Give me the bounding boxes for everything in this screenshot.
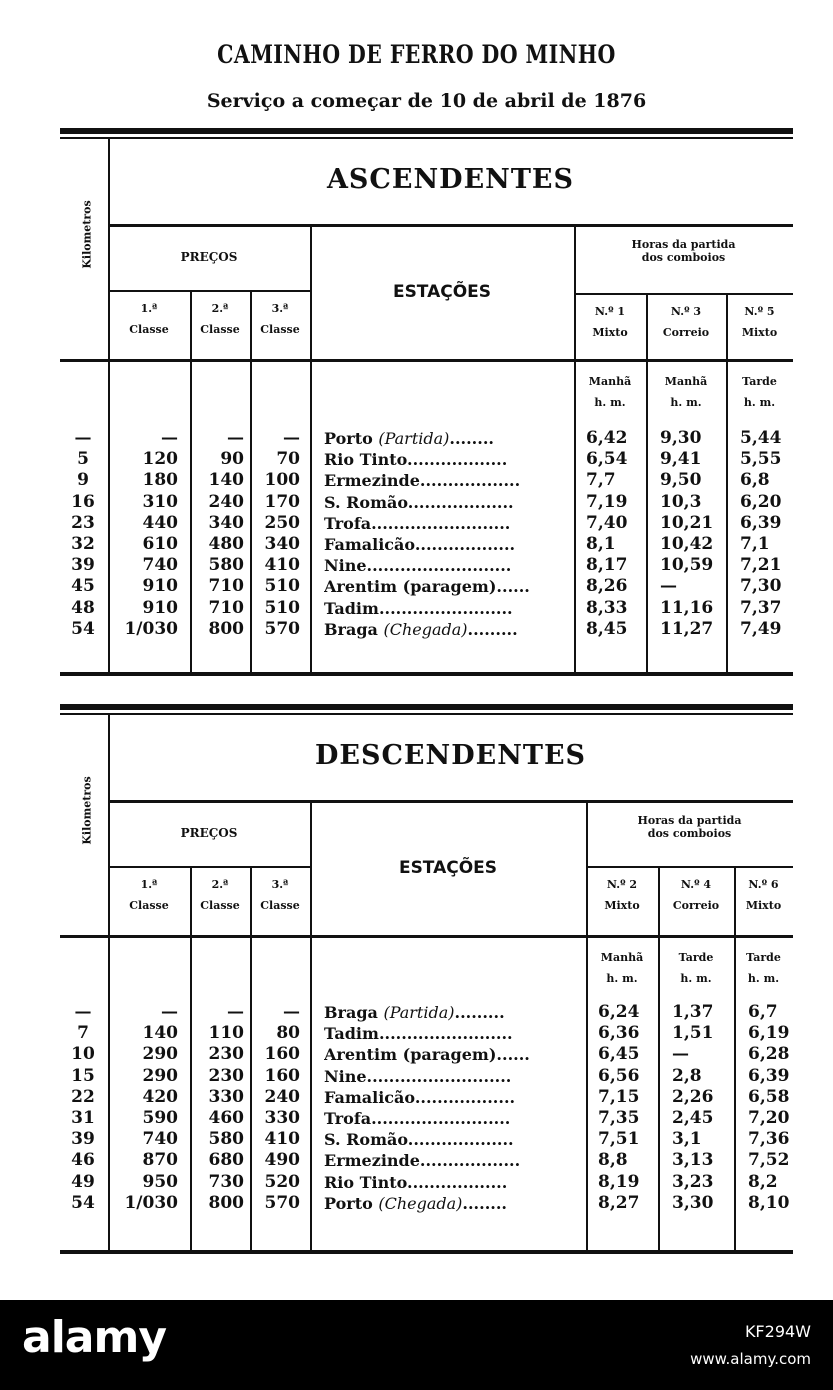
row-time-3: 6,20 (740, 491, 782, 512)
station-name: Braga (324, 1003, 378, 1022)
top-rule-thin (60, 713, 793, 715)
row-time-2: 3,1 (672, 1129, 702, 1150)
row-station (324, 1193, 576, 1214)
row-time-2: 2,8 (672, 1065, 702, 1086)
train-num-1: N.º 2 (606, 878, 638, 891)
row-station (324, 1002, 576, 1023)
station-name: Trofa (324, 1109, 372, 1128)
leader-dots: .................. (419, 471, 521, 491)
row-price-1: 1/030 (124, 1192, 178, 1213)
row-km: 49 (71, 1171, 95, 1192)
train-type-2: Correio (672, 899, 720, 912)
row-price-2: 90 (220, 449, 244, 470)
column-header-rule (60, 935, 793, 938)
bottom-rule (60, 1250, 793, 1254)
train-period-1: Manhã (600, 951, 644, 964)
row-time-3: 6,58 (748, 1086, 790, 1107)
row-km: — (74, 428, 92, 448)
row-price-1: 290 (142, 1065, 178, 1086)
leader-dots: ........ (449, 429, 494, 448)
row-price-3: 240 (264, 1086, 300, 1107)
row-time-2: 2,45 (672, 1108, 714, 1128)
row-price-2: 680 (208, 1150, 244, 1171)
row-time-3: 7,30 (740, 576, 782, 597)
row-km: 31 (71, 1108, 95, 1128)
leader-dots: ................... (407, 492, 514, 512)
leader-dots: .................. (407, 1172, 508, 1192)
train-period-1: Manhã (588, 375, 632, 388)
horas-rule (574, 293, 793, 295)
image-code: KF294W (744, 1322, 811, 1341)
row-time-2: — (660, 576, 677, 597)
station-name: Arentim (paragem) (324, 577, 497, 597)
row-km: 9 (77, 470, 89, 491)
row-station (324, 1150, 576, 1171)
section-heading: ASCENDENTES (326, 164, 575, 195)
bottom-rule (60, 672, 793, 676)
row-time-2: 9,41 (660, 449, 702, 470)
row-price-2: 330 (208, 1086, 244, 1107)
train-unit-3: h. m. (743, 396, 776, 409)
station-note: (Partida) (378, 429, 450, 448)
leader-dots: .................. (414, 1087, 516, 1107)
train-unit-1: h. m. (606, 972, 638, 985)
row-time-2: 3,30 (672, 1192, 714, 1213)
row-price-3: 100 (264, 470, 300, 491)
precos-label: PREÇOS (180, 826, 238, 840)
row-km: 54 (71, 1192, 95, 1213)
row-price-1: 420 (142, 1086, 178, 1107)
row-time-1: 8,26 (586, 576, 628, 597)
row-station (324, 428, 576, 449)
station-name: Nine (324, 556, 367, 576)
row-time-2: 11,27 (660, 618, 714, 639)
row-km: 32 (71, 534, 95, 554)
row-price-3: 160 (264, 1044, 300, 1065)
row-price-3: 170 (264, 491, 300, 512)
col-sep-t2 (646, 293, 648, 672)
col-sep-t3 (726, 293, 728, 672)
row-price-3: 410 (264, 1129, 300, 1150)
row-time-1: 6,56 (598, 1065, 640, 1086)
station-note: (Chegada) (378, 1193, 463, 1213)
row-price-1: 440 (142, 512, 178, 533)
footer-url: www.alamy.com (690, 1350, 811, 1368)
station-note: (Chegada) (383, 619, 468, 639)
precos-label: PREÇOS (180, 250, 238, 264)
row-price-1: 590 (142, 1108, 178, 1128)
row-time-2: 9,50 (660, 470, 702, 491)
train-type-1: Mixto (592, 326, 628, 339)
row-price-1: 290 (142, 1044, 178, 1065)
train-type-3: Mixto (745, 899, 782, 912)
row-station (324, 470, 576, 491)
leader-dots: ...... (496, 1045, 530, 1065)
row-time-1: 7,19 (586, 491, 628, 512)
class-word-2: Classe (200, 323, 240, 336)
train-type-1: Mixto (604, 899, 640, 912)
train-unit-2: h. m. (670, 396, 702, 409)
col-sep-t2 (658, 866, 660, 1250)
row-time-1: 8,1 (586, 534, 616, 554)
row-time-3: 5,44 (740, 428, 782, 448)
station-name: Porto (324, 1193, 373, 1213)
row-station (324, 1066, 576, 1087)
row-price-3: 340 (264, 534, 300, 554)
horas-label-2: dos comboios (647, 827, 732, 840)
row-price-1: 870 (142, 1150, 178, 1171)
class-num-1: 1.ª (140, 302, 158, 315)
kilometros-label: Kilometros (80, 200, 94, 269)
leader-dots: ...... (496, 577, 530, 597)
section-heading: DESCENDENTES (314, 740, 587, 771)
row-km: — (74, 1002, 92, 1022)
row-km: 22 (71, 1086, 95, 1107)
class-num-2: 2.ª (211, 878, 229, 891)
row-km: 48 (71, 597, 95, 618)
row-time-3: 7,21 (740, 555, 782, 576)
row-time-3: 6,39 (740, 512, 782, 533)
row-price-1: 740 (142, 1129, 178, 1150)
row-time-3: 7,1 (740, 534, 770, 554)
leader-dots: ......... (454, 1003, 505, 1022)
descendentes-table (60, 704, 793, 1256)
row-time-2: — (672, 1044, 689, 1065)
class-word-3: Classe (260, 899, 300, 912)
row-time-1: 7,35 (598, 1108, 640, 1128)
row-price-2: 800 (208, 618, 244, 639)
row-time-3: 6,39 (748, 1065, 790, 1086)
row-station (324, 1044, 576, 1065)
horas-label-1: Horas da partida (637, 814, 742, 827)
row-price-3: 490 (264, 1150, 300, 1171)
station-name: Braga (324, 619, 378, 639)
row-price-2: 340 (208, 512, 244, 533)
leader-dots: ......................... (371, 1109, 511, 1128)
row-price-1: 1/030 (124, 618, 178, 639)
train-num-3: N.º 5 (744, 305, 775, 318)
precos-rule (108, 866, 310, 868)
train-unit-1: h. m. (594, 396, 626, 409)
footer-banner (0, 1300, 833, 1390)
station-name: Arentim (paragem) (324, 1045, 497, 1065)
leader-dots: ........................ (378, 598, 513, 618)
class-num-3: 3.ª (271, 302, 289, 315)
station-name: Rio Tinto (324, 1172, 408, 1192)
station-name: S. Romão (324, 1130, 408, 1150)
row-km: 46 (71, 1150, 95, 1171)
station-name: Famalicão (324, 1087, 415, 1107)
station-name: Trofa (324, 513, 372, 533)
train-num-1: N.º 1 (594, 305, 626, 318)
row-km: 16 (71, 491, 95, 512)
precos-rule (108, 290, 310, 292)
ascendentes-table (60, 128, 793, 678)
row-price-1: 140 (142, 1023, 178, 1044)
row-price-1: 310 (142, 491, 178, 512)
row-station (324, 619, 576, 640)
row-price-1: 610 (142, 534, 178, 554)
row-price-2: 580 (208, 555, 244, 576)
row-time-1: 6,42 (586, 428, 628, 448)
row-price-2: 140 (208, 470, 244, 491)
row-time-1: 6,54 (586, 449, 628, 470)
row-price-1: — (161, 428, 178, 448)
row-price-2: 480 (208, 534, 244, 554)
row-price-2: 730 (208, 1171, 244, 1192)
row-time-2: 10,3 (660, 491, 702, 512)
row-price-2: 230 (208, 1044, 244, 1065)
row-price-1: 950 (142, 1171, 178, 1192)
row-time-2: 10,21 (660, 512, 714, 533)
row-time-2: 3,13 (672, 1150, 714, 1171)
row-time-2: 1,37 (672, 1002, 714, 1022)
row-time-1: 7,40 (586, 512, 628, 533)
row-price-3: 70 (276, 449, 300, 470)
row-price-3: 330 (264, 1108, 300, 1128)
row-time-3: 6,19 (748, 1023, 790, 1044)
row-price-3: 570 (264, 618, 300, 639)
row-time-2: 10,59 (660, 555, 714, 576)
class-word-1: Classe (129, 323, 169, 336)
row-time-2: 9,30 (660, 428, 702, 448)
row-km: 54 (71, 618, 95, 639)
estacoes-label: ESTAÇÕES (398, 858, 498, 878)
row-time-1: 8,45 (586, 618, 628, 639)
row-time-3: 7,37 (740, 597, 782, 618)
row-price-2: — (227, 1002, 244, 1022)
row-time-1: 7,7 (586, 470, 616, 491)
row-price-2: 110 (208, 1023, 244, 1044)
row-price-3: 570 (264, 1192, 300, 1213)
train-unit-2: h. m. (680, 972, 712, 985)
station-name: Rio Tinto (324, 450, 408, 470)
row-station (324, 492, 576, 513)
row-time-3: 6,28 (748, 1044, 790, 1065)
row-time-2: 11,16 (660, 597, 714, 618)
train-type-2: Correio (662, 326, 710, 339)
row-station (324, 1129, 576, 1150)
row-price-3: 250 (264, 512, 300, 533)
row-price-1: 910 (142, 576, 178, 597)
row-time-1: 6,24 (598, 1002, 640, 1022)
row-price-1: 120 (142, 449, 178, 470)
row-km: 39 (71, 555, 95, 576)
leader-dots: ........................ (378, 1024, 513, 1044)
leader-dots: .......................... (366, 556, 512, 576)
top-rule-thin (60, 137, 793, 139)
train-num-2: N.º 4 (680, 878, 712, 891)
train-period-3: Tarde (742, 375, 777, 388)
row-time-3: 7,36 (748, 1129, 790, 1150)
class-word-1: Classe (129, 899, 169, 912)
row-km: 23 (71, 512, 95, 533)
class-word-2: Classe (200, 899, 240, 912)
row-station (324, 1172, 576, 1193)
col-sep-t3 (734, 866, 736, 1250)
row-station (324, 1087, 576, 1108)
row-time-3: 7,49 (740, 618, 782, 639)
row-time-3: 8,2 (748, 1171, 778, 1192)
row-price-3: 510 (264, 576, 300, 597)
station-name: Tadim (324, 598, 379, 618)
row-station (324, 534, 576, 555)
row-station (324, 1023, 576, 1044)
row-station (324, 449, 576, 470)
horas-label-1: Horas da partida (631, 238, 736, 251)
leader-dots: .................. (414, 535, 516, 554)
column-header-rule (60, 359, 793, 362)
row-price-2: 800 (208, 1192, 244, 1213)
row-time-1: 6,45 (598, 1044, 640, 1065)
row-price-2: 240 (208, 491, 244, 512)
section-title-rule (108, 224, 793, 227)
station-name: Nine (324, 1066, 367, 1086)
row-station (324, 598, 576, 619)
leader-dots: ......... (467, 619, 518, 639)
row-time-3: 6,8 (740, 470, 770, 491)
estacoes-label: ESTAÇÕES (392, 282, 492, 302)
row-time-1: 8,27 (598, 1192, 640, 1213)
train-period-2: Manhã (664, 375, 708, 388)
leader-dots: .......................... (366, 1066, 512, 1086)
horas-rule (586, 866, 793, 868)
row-price-1: 740 (142, 555, 178, 576)
page-subtitle: Serviço a começar de 10 de abril de 1876 (206, 90, 647, 112)
kilometros-label: Kilometros (80, 776, 94, 845)
row-station (324, 576, 576, 597)
top-rule-thick (60, 704, 793, 710)
row-time-3: 7,20 (748, 1108, 790, 1128)
row-time-2: 2,26 (672, 1086, 714, 1107)
leader-dots: ......................... (371, 513, 511, 533)
row-time-3: 8,10 (748, 1192, 790, 1213)
row-station (324, 555, 576, 576)
leader-dots: ........ (462, 1193, 507, 1213)
row-price-2: 710 (208, 597, 244, 618)
station-name: Ermezinde (324, 471, 420, 491)
row-price-2: 460 (208, 1108, 244, 1128)
row-time-1: 8,33 (586, 597, 628, 618)
class-word-3: Classe (260, 323, 300, 336)
row-price-1: 180 (142, 470, 178, 491)
row-price-3: 160 (264, 1065, 300, 1086)
row-time-3: 5,55 (740, 449, 782, 470)
leader-dots: .................. (407, 450, 508, 470)
row-time-2: 1,51 (672, 1023, 714, 1044)
row-price-2: 710 (208, 576, 244, 597)
row-time-3: 7,52 (748, 1150, 790, 1171)
row-time-2: 10,42 (660, 534, 714, 554)
row-time-1: 8,19 (598, 1171, 640, 1192)
row-station (324, 513, 576, 534)
row-station (324, 1108, 576, 1129)
row-time-1: 8,17 (586, 555, 628, 576)
station-name: Famalicão (324, 535, 415, 554)
station-name: Porto (324, 429, 373, 448)
page-title: CAMINHO DE FERRO DO MINHO (217, 40, 616, 69)
leader-dots: ................... (407, 1130, 514, 1150)
row-km: 39 (71, 1129, 95, 1150)
row-price-3: — (283, 1002, 300, 1022)
row-time-3: 6,7 (748, 1002, 778, 1022)
class-num-1: 1.ª (140, 878, 158, 891)
train-num-2: N.º 3 (670, 305, 702, 318)
alamy-logo: alamy (22, 1312, 166, 1363)
row-time-1: 7,15 (598, 1086, 640, 1107)
row-km: 10 (71, 1044, 95, 1065)
class-num-3: 3.ª (271, 878, 289, 891)
train-period-3: Tarde (746, 951, 781, 964)
row-price-3: 410 (264, 555, 300, 576)
leader-dots: .................. (419, 1151, 521, 1171)
station-name: S. Romão (324, 492, 408, 512)
row-price-1: 910 (142, 597, 178, 618)
row-km: 45 (71, 576, 95, 597)
train-num-3: N.º 6 (748, 878, 779, 891)
row-km: 15 (71, 1065, 95, 1086)
row-price-3: 520 (264, 1171, 300, 1192)
station-name: Ermezinde (324, 1151, 420, 1171)
row-price-3: 80 (276, 1023, 300, 1044)
row-price-2: 230 (208, 1065, 244, 1086)
station-note: (Partida) (383, 1003, 455, 1022)
row-price-3: 510 (264, 597, 300, 618)
station-name: Tadim (324, 1024, 379, 1044)
section-title-rule (108, 800, 793, 803)
top-rule-thick (60, 128, 793, 134)
train-period-2: Tarde (678, 951, 714, 964)
horas-label-2: dos comboios (641, 251, 726, 264)
row-time-1: 8,8 (598, 1150, 628, 1171)
row-time-2: 3,23 (672, 1171, 714, 1192)
row-price-1: — (161, 1002, 178, 1022)
row-price-2: — (227, 428, 244, 448)
train-unit-3: h. m. (747, 972, 780, 985)
class-num-2: 2.ª (211, 302, 229, 315)
row-time-1: 6,36 (598, 1023, 640, 1044)
row-price-3: — (283, 428, 300, 448)
row-price-2: 580 (208, 1129, 244, 1150)
row-km: 7 (77, 1023, 89, 1044)
row-km: 5 (77, 449, 89, 470)
train-type-3: Mixto (741, 326, 778, 339)
row-time-1: 7,51 (598, 1129, 640, 1150)
